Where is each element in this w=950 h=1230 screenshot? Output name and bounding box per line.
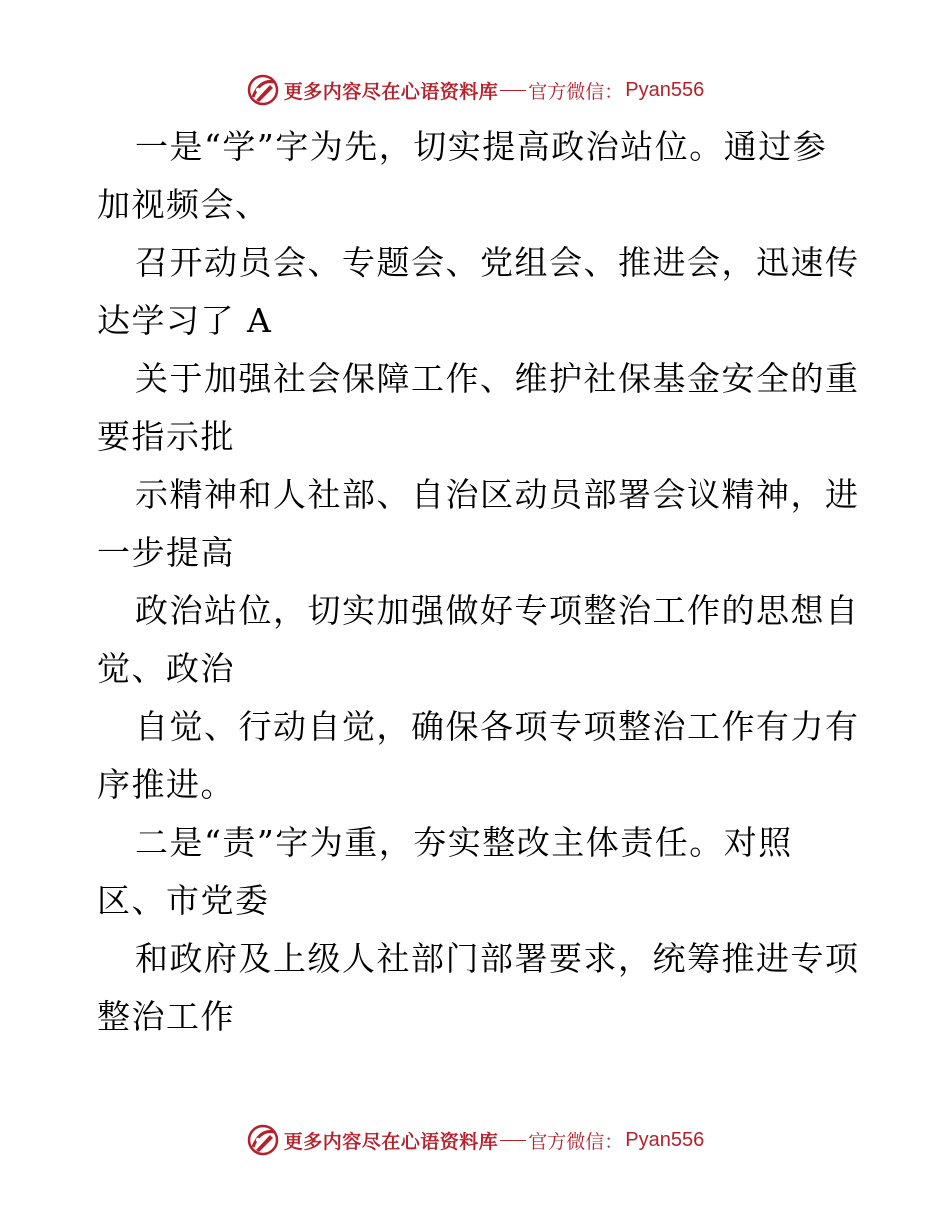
body-line: 自觉、行动自觉，确保各项专项整治工作有力有 bbox=[135, 707, 860, 746]
footer-brand-text: 更多内容尽在心语资料库 bbox=[283, 1130, 499, 1153]
body-line: 和政府及上级人社部门部署要求，统筹推进专项 bbox=[135, 939, 860, 978]
body-line: 区、市党委 bbox=[97, 881, 270, 920]
body-line: 一是“学”字为先，切实提高政治站位。通过参 bbox=[135, 127, 828, 166]
header-brand-text: 更多内容尽在心语资料库 bbox=[283, 80, 499, 103]
body-line: 加视频会、 bbox=[97, 185, 270, 224]
body-line: 示精神和人社部、自治区动员部署会议精神，进 bbox=[135, 475, 860, 514]
body-line: 政治站位，切实加强做好专项整治工作的思想自 bbox=[135, 591, 860, 630]
footer-account-id: Pyan556 bbox=[625, 1128, 705, 1151]
header-banner bbox=[0, 70, 950, 110]
red-pen-logo-icon bbox=[246, 73, 280, 107]
footer-official-label: 官方微信： bbox=[528, 1130, 624, 1153]
body-line: 觉、政治 bbox=[97, 649, 235, 688]
body-line: 要指示批 bbox=[97, 417, 235, 456]
body-line: 二是“责”字为重，夯实整改主体责任。对照 bbox=[135, 823, 793, 862]
body-line: 序推进。 bbox=[97, 765, 235, 804]
body-line: 整治工作 bbox=[97, 997, 235, 1036]
red-pen-logo-icon bbox=[246, 1123, 280, 1157]
document-body bbox=[97, 118, 860, 1046]
body-line: 达学习了 A bbox=[97, 301, 273, 340]
footer-banner bbox=[0, 1120, 950, 1160]
body-line: 一步提高 bbox=[97, 533, 235, 572]
body-line: 召开动员会、专题会、党组会、推进会，迅速传 bbox=[135, 243, 860, 282]
header-official-label: 官方微信： bbox=[528, 80, 624, 103]
header-dash bbox=[500, 90, 526, 91]
header-account-id: Pyan556 bbox=[625, 78, 705, 101]
body-line: 关于加强社会保障工作、维护社保基金安全的重 bbox=[135, 359, 860, 398]
footer-dash bbox=[500, 1140, 526, 1141]
